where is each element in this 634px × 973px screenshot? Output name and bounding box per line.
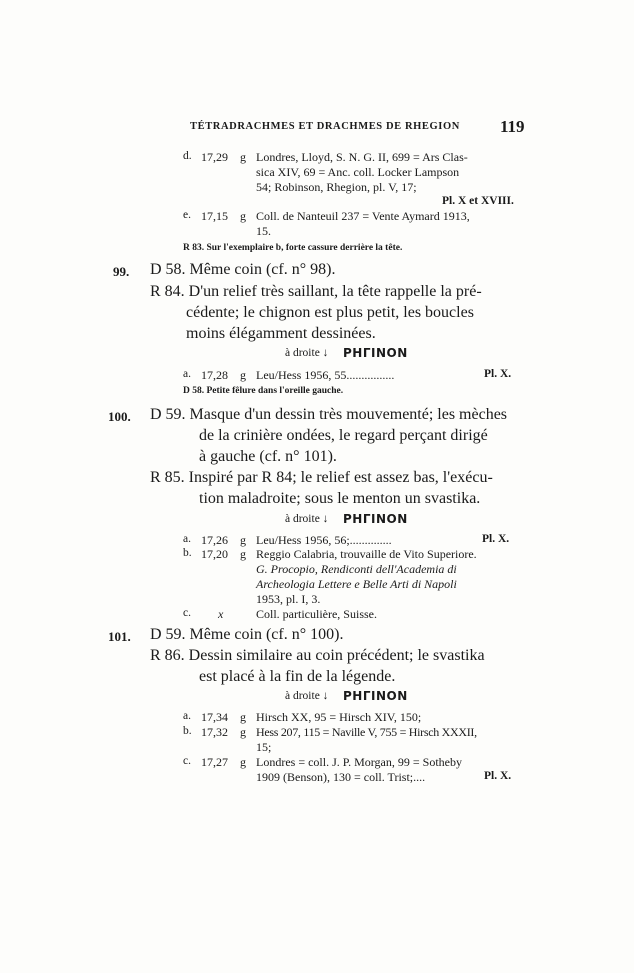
item-text: 54; Robinson, Rhegion, pl. V, 17;	[256, 180, 417, 194]
item-text: Hess 207, 115 = Naville V, 755 = Hirsch XXXII,	[256, 725, 477, 739]
item-unit: g	[240, 209, 246, 223]
item-text: Londres, Lloyd, S. N. G. II, 699 = Ars Clas-	[256, 150, 468, 164]
item-weight: 17,28	[201, 368, 228, 382]
item-weight: 17,26	[201, 533, 228, 547]
item-text: G. Procopio, Rendiconti dell'Academia di	[256, 562, 457, 576]
footnote: D 58. Petite fêlure dans l'oreille gauche.	[183, 386, 344, 396]
item-letter: a.	[183, 533, 191, 545]
reverse-die: R 86. Dessin similaire au coin précédent; le svastika	[150, 647, 485, 664]
plate-ref: Pl. X.	[484, 368, 512, 380]
item-text: Londres = coll. J. P. Morgan, 99 = Sotheby	[256, 755, 462, 769]
reverse-description: cédente; le chignon est plus petit, les boucles	[186, 304, 474, 321]
item-text: Archeologia Lettere e Belle Arti di Napoli	[256, 577, 457, 591]
item-text: 1953, pl. I, 3.	[256, 592, 321, 606]
greek-legend: PHΓINON	[343, 689, 408, 703]
reverse-description: moins élégamment dessinées.	[186, 325, 376, 342]
item-unit: g	[240, 547, 246, 561]
legend-position: à droite ↓	[285, 513, 329, 525]
entry-number: 100.	[108, 409, 131, 424]
item-unit: g	[240, 150, 246, 164]
legend-position: à droite ↓	[285, 347, 329, 359]
item-letter: c.	[183, 607, 191, 619]
item-unit: g	[240, 755, 246, 769]
footnote: R 83. Sur l'exemplaire b, forte cassure derrière la tête.	[183, 243, 403, 253]
plate-ref: Pl. X et XVIII.	[442, 195, 514, 207]
item-letter: a.	[183, 710, 191, 722]
obverse-die: D 59. Masque d'un dessin très mouvementé; les mèches	[150, 406, 508, 423]
item-letter: a.	[183, 368, 191, 380]
item-text: Reggio Calabria, trouvaille de Vito Superiore.	[256, 547, 477, 561]
page-number: 119	[500, 117, 525, 136]
item-unit: g	[240, 533, 246, 547]
item-text: Coll. de Nanteuil 237 = Vente Aymard 1913,	[256, 209, 470, 223]
item-weight: 17,20	[201, 547, 228, 561]
item-letter: c.	[183, 755, 191, 767]
item-weight: x	[218, 607, 224, 621]
item-text: Leu/Hess 1956, 56;..............	[256, 533, 392, 547]
item-text: sica XIV, 69 = Anc. coll. Locker Lampson	[256, 165, 460, 179]
reverse-die: R 85. Inspiré par R 84; le relief est assez bas, l'exécu-	[150, 469, 493, 486]
item-unit: g	[240, 368, 246, 382]
item-letter: d.	[183, 150, 192, 162]
reverse-description: est placé à la fin de la légende.	[199, 668, 396, 685]
item-weight: 17,34	[201, 710, 228, 724]
entry-number: 101.	[108, 629, 131, 644]
obverse-description: de la crinière ondées, le regard perçant dirigé	[199, 427, 488, 444]
item-weight: 17,15	[201, 209, 228, 223]
item-unit: g	[240, 710, 246, 724]
item-letter: e.	[183, 209, 191, 221]
greek-legend: PHΓINON	[343, 346, 408, 360]
item-text: 1909 (Benson), 130 = coll. Trist;....	[256, 770, 426, 784]
item-text: 15;	[256, 740, 272, 754]
running-title: TÉTRADRACHMES ET DRACHMES DE RHEGION	[190, 121, 460, 132]
item-weight: 17,27	[201, 755, 228, 769]
obverse-die: D 59. Même coin (cf. n° 100).	[150, 626, 344, 643]
plate-ref: Pl. X.	[484, 770, 512, 782]
greek-legend: PHΓINON	[343, 512, 408, 526]
plate-ref: Pl. X.	[482, 533, 510, 545]
item-weight: 17,32	[201, 725, 228, 739]
item-weight: 17,29	[201, 150, 228, 164]
item-unit: g	[240, 725, 246, 739]
item-letter: b.	[183, 547, 192, 559]
reverse-description: tion maladroite; sous le menton un svastika.	[199, 490, 481, 507]
item-text: Coll. particulière, Suisse.	[256, 607, 377, 621]
item-text: Leu/Hess 1956, 55................	[256, 368, 395, 382]
item-text: 15.	[256, 224, 271, 238]
obverse-die: D 58. Même coin (cf. n° 98).	[150, 261, 336, 278]
reverse-die: R 84. D'un relief très saillant, la tête rappelle la pré-	[150, 283, 482, 300]
legend-position: à droite ↓	[285, 690, 329, 702]
obverse-description: à gauche (cf. n° 101).	[199, 448, 337, 465]
item-letter: b.	[183, 725, 192, 737]
item-text: Hirsch XX, 95 = Hirsch XIV, 150;	[256, 710, 422, 724]
entry-number: 99.	[113, 264, 130, 279]
